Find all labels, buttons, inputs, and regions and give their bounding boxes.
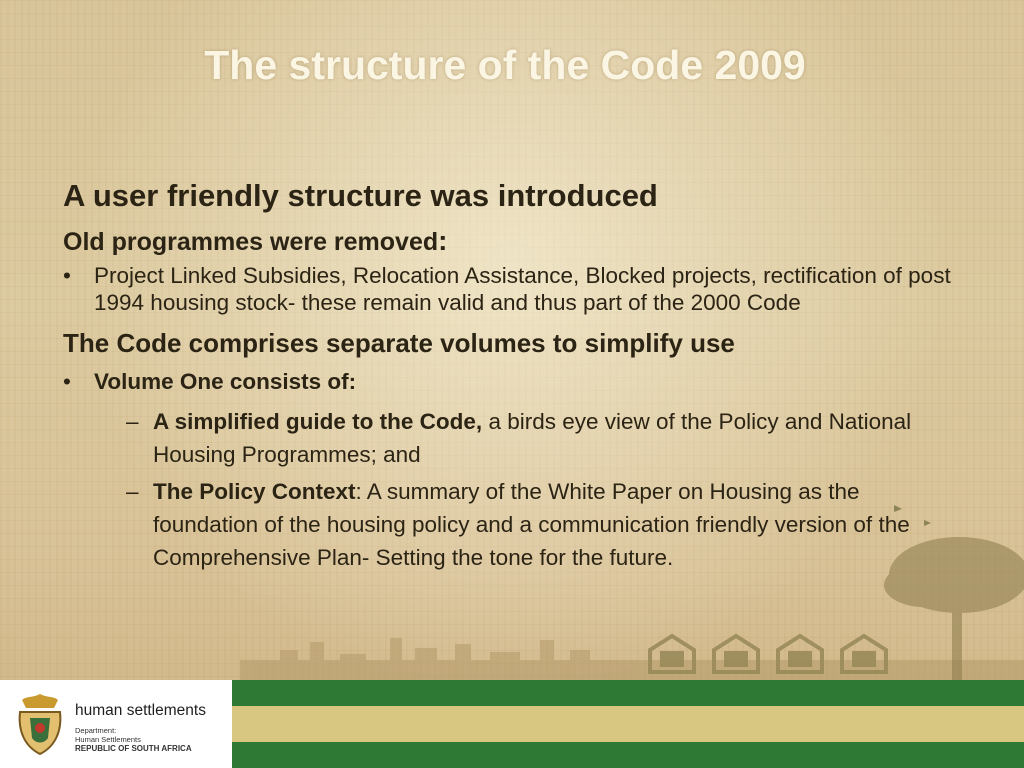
org-name: human settlements <box>75 702 206 719</box>
dept-line-3: REPUBLIC OF SOUTH AFRICA <box>75 744 192 753</box>
bullet-marker: • <box>63 263 71 288</box>
tree-decoration <box>874 500 1024 680</box>
volume-one-label: Volume One consists of: <box>94 369 357 394</box>
org-department <box>75 726 192 753</box>
footer-stripe-top <box>232 680 1024 706</box>
dash-marker: – <box>126 409 139 434</box>
slide-title: The structure of the Code 2009 <box>204 42 806 88</box>
volumes-heading: The Code comprises separate volumes to simplify use <box>63 328 735 358</box>
coat-of-arms-icon <box>14 690 66 758</box>
removed-heading-colon: : <box>438 225 448 256</box>
sub-item-guide-text: a birds eye view of the Policy and National Housing Programmes; and <box>153 409 912 467</box>
sub-item-guide <box>126 405 963 471</box>
dept-line-1: Department: <box>75 726 117 735</box>
sub-item-policy <box>126 475 963 574</box>
removed-programmes-text: Project Linked Subsidies, Relocation Assistance, Blocked projects, rectification of post 1994 housing stock- these remain valid and thus part of the 2000 Code <box>94 263 951 315</box>
slide-content <box>63 177 963 574</box>
main-heading: A user friendly structure was introduced <box>63 178 658 213</box>
footer-stripe-bottom <box>232 742 1024 768</box>
removed-heading-text: Old programmes were removed <box>63 228 439 256</box>
dept-line-2: Human Settlements <box>75 735 141 744</box>
removed-heading <box>63 225 963 258</box>
dash-marker: – <box>126 479 139 504</box>
sub-item-guide-bold: A simplified guide to the Code, <box>153 409 483 434</box>
removed-programmes-bullet <box>63 262 963 316</box>
sub-item-policy-text: : A summary of the White Paper on Housing as the foundation of the housing policy and a communication friendly version of the Comprehensive Plan- Setting the tone for the future. <box>153 479 910 570</box>
sub-item-policy-bold: The Policy Context <box>153 479 356 504</box>
volume-one-bullet <box>63 368 963 395</box>
bullet-marker: • <box>63 369 71 394</box>
footer-stripe-middle <box>232 706 1024 742</box>
